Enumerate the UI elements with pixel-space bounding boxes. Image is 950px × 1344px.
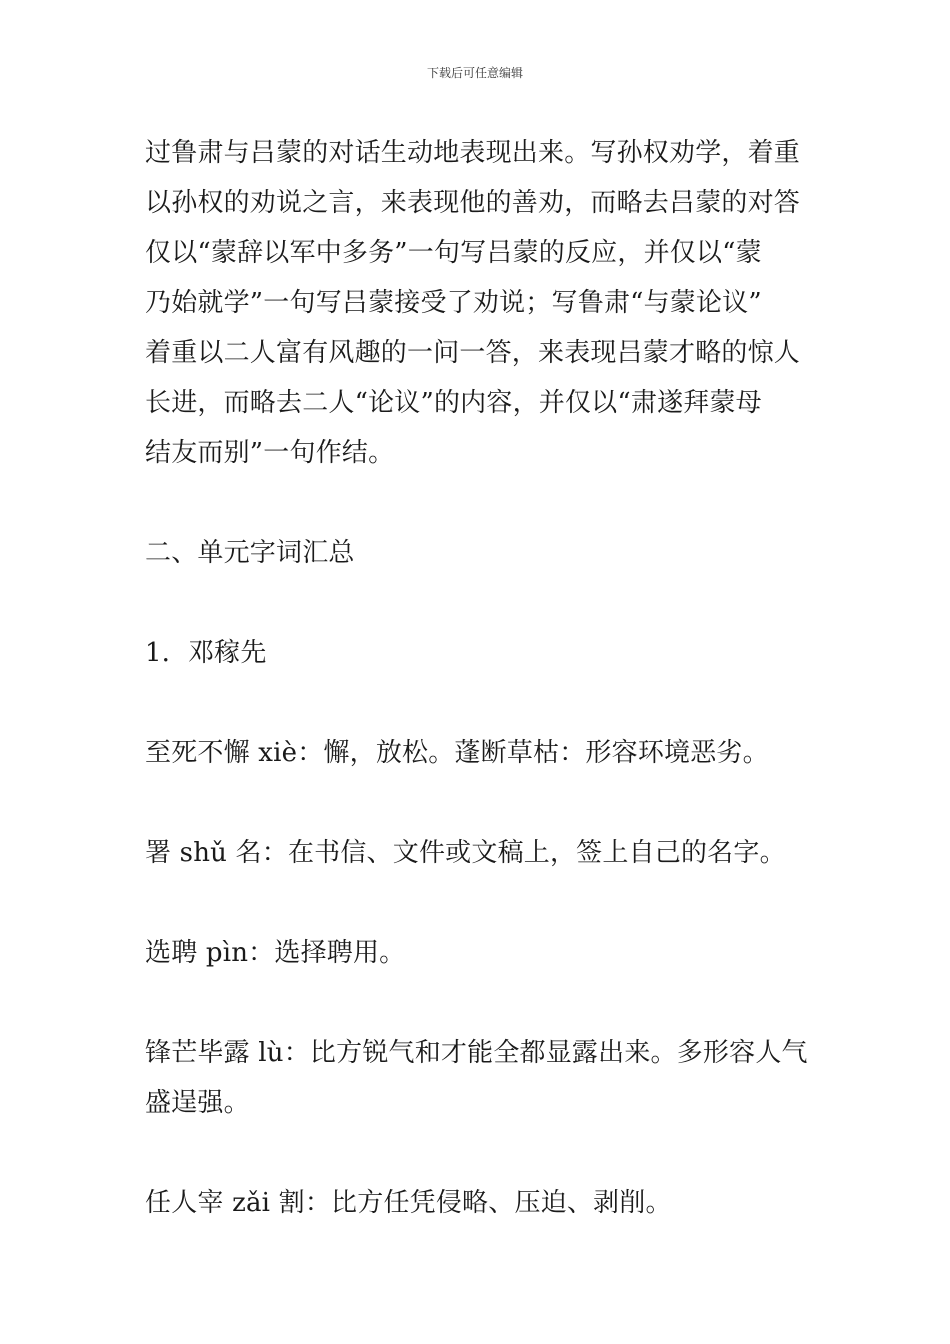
spacer [145,878,813,928]
text-line: 着重以二人富有风趣的一问一答，来表现吕蒙才略的惊人 [145,338,801,368]
document-body [145,128,813,1228]
text-line: 盛逞强。 [145,1088,250,1118]
text-line: 过鲁肃与吕蒙的对话生动地表现出来。写孙权劝学，着重 [145,138,801,168]
spacer [145,478,813,528]
spacer [145,578,813,628]
text-line: 长进，而略去二人“论议”的内容，并仅以“肃遂拜蒙母 [145,388,762,418]
section-heading: 二、单元字词汇总 [145,538,355,568]
spacer [145,978,813,1028]
text-line: 结友而别”一句作结。 [145,438,395,468]
vocab-entry [145,1178,813,1228]
page-header: 下载后可任意编辑 [426,66,523,80]
paragraph-continuation [145,128,813,478]
text-line: 仅以“蒙辞以军中多务”一句写吕蒙的反应，并仅以“蒙 [145,238,762,268]
spacer [145,778,813,828]
spacer [145,678,813,728]
vocab-entry [145,928,813,978]
text-line: 署 shǔ 名：在书信、文件或文稿上，签上自己的名字。 [145,838,786,868]
lesson-heading: 1．邓稼先 [145,638,267,668]
text-line: 选聘 pìn：选择聘用。 [145,938,406,968]
spacer [145,1128,813,1178]
text-line: 至死不懈 xiè：懈，放松。蓬断草枯：形容环境恶劣。 [145,738,769,768]
vocab-entry [145,828,813,878]
text-line: 任人宰 zǎi 割：比方任凭侵略、压迫、剥削。 [145,1188,672,1218]
text-line: 乃始就学”一句写吕蒙接受了劝说；写鲁肃“与蒙论议” [145,288,762,318]
vocab-entry [145,728,813,778]
text-line: 锋芒毕露 lù：比方锐气和才能全都显露出来。多形容人气 [145,1038,808,1068]
text-line: 以孙权的劝说之言，来表现他的善劝，而略去吕蒙的对答 [145,188,801,218]
vocab-entry [145,1028,813,1128]
